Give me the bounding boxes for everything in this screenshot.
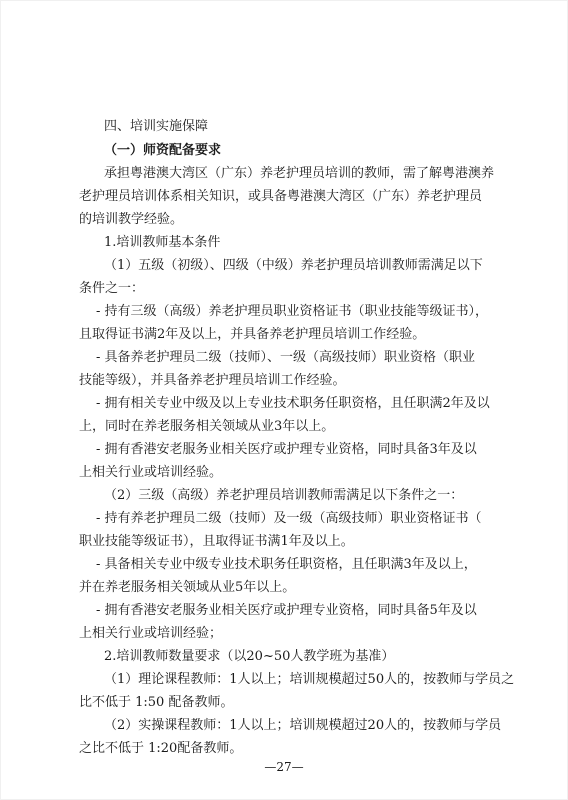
list-item-line: 上相关行业或培训经验； — [79, 626, 223, 641]
list-item-line: - 持有养老护理员二级（技师）及一级（高级技师）职业资格证书（ — [96, 511, 482, 526]
list-item-line: 上相关行业或培训经验。 — [79, 465, 223, 480]
list-item-line: - 拥有香港安老服务业相关医疗或护理专业资格，同时具备3年及以 — [96, 442, 477, 457]
numbered-heading: 1.培训教师基本条件 — [104, 235, 221, 250]
paragraph-line: 比不低于 1:50 配备教师。 — [79, 695, 234, 710]
paragraph-line: （2）实操课程教师：1人以上；培训规模超过20人的，按教师与学员 — [104, 718, 502, 733]
page-number: —27— — [264, 760, 304, 774]
list-item-line: 并在养老服务相关领域从业5年以上。 — [79, 580, 296, 595]
paragraph-line: 承担粤港澳大湾区（广东）养老护理员培训的教师，需了解粤港澳养 — [104, 166, 495, 181]
paragraph-line: 的培训教学经验。 — [79, 212, 184, 227]
subsection-heading: （一）师资配备要求 — [104, 143, 222, 158]
paragraph-line: 之比不低于 1:20配备教师。 — [79, 741, 243, 756]
list-item-line: - 拥有香港安老服务业相关医疗或护理专业资格，同时具备5年及以 — [96, 603, 477, 618]
paragraph-line: 老护理员培训体系相关知识，或具备粤港澳大湾区（广东）养老护理员 — [79, 189, 483, 204]
paragraph-line: （2）三级（高级）养老护理员培训教师需满足以下条件之一： — [104, 488, 464, 503]
list-item-line: - 具备相关专业中级专业技术职务任职资格，且任职满3年及以上， — [96, 557, 477, 572]
list-item-line: 技能等级），并具备养老护理员培训工作经验。 — [79, 373, 346, 388]
paragraph-line: 条件之一： — [79, 281, 145, 296]
list-item-line: 上，同时在养老服务相关领域从业3年以上。 — [79, 419, 335, 434]
paragraph-line: （1）五级（初级）、四级（中级）养老护理员培训教师需满足以下 — [104, 258, 483, 273]
section-heading: 四、培训实施保障 — [104, 119, 209, 134]
numbered-heading: 2.培训教师数量要求（以20~50人教学班为基准） — [104, 649, 395, 664]
list-item-line: - 具备养老护理员二级（技师）、一级（高级技师）职业资格（职业 — [96, 350, 476, 365]
paragraph-line: （1）理论课程教师：1人以上；培训规模超过50人的，按教师与学员之 — [104, 672, 515, 687]
list-item-line: 职业技能等级证书），且取得证书满1年及以上。 — [79, 534, 354, 549]
list-item-line: - 拥有相关专业中级及以上专业技术职务任职资格，且任职满2年及以 — [96, 396, 490, 411]
list-item-line: 且取得证书满2年及以上，并具备养老护理员培训工作经验。 — [79, 327, 426, 342]
list-item-line: - 持有三级（高级）养老护理员职业资格证书（职业技能等级证书）， — [96, 304, 489, 319]
